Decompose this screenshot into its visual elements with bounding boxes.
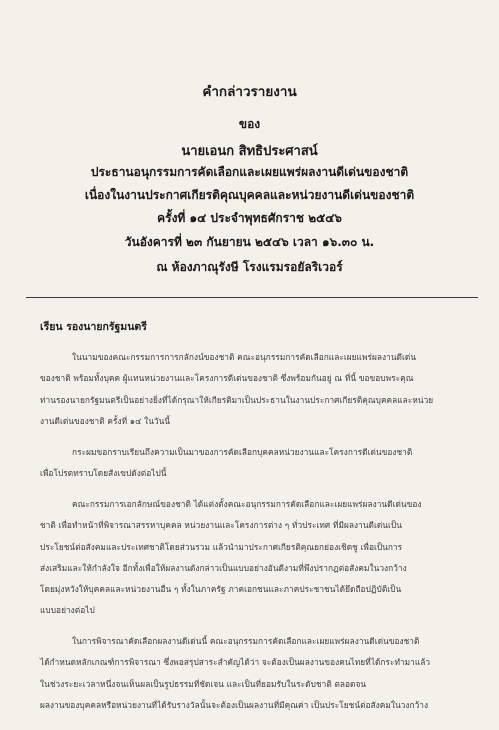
body-line: ผลงานของบุคคลหรือหน่วยงานที่ได้รับรางวัลนั้นจะต้องเป็นผลงานที่มีคุณค่า เป็นประโยชน์ต่อสังคมในวงกว้าง xyxy=(40,700,429,710)
salutation: เรียน รองนายกรัฐมนตรี xyxy=(40,321,147,333)
body-line: แบบอย่างต่อไป xyxy=(40,605,95,615)
body-line: ประโยชน์ต่อสังคมและประเทศชาติโดยส่วนรวม แล้วนำมาประกาศเกียรติคุณยกย่องเชิดชู เพื่อเป็นการ xyxy=(40,542,403,552)
body-line: ส่งเสริมและให้กำลังใจ อีกทั้งเพื่อให้ผลงานดังกล่าวเป็นแบบอย่างอันดีงามที่พึงปรากฏต่อสังคมในวงกว้าง xyxy=(40,563,407,573)
body-line: ชาติ เพื่อทำหน้าที่พิจารณาสรรหาบุคคล หน่วยงานและโครงการต่าง ๆ ทั่วประเทศ ที่มีผลงานดีเด่นเป็น xyxy=(40,520,402,530)
document-title: คำกล่าวรายงาน xyxy=(202,84,297,100)
body-line: ท่านรองนายกรัฐมนตรีเป็นอย่างยิ่งที่ได้กรุณาให้เกียรติมาเป็นประธานในงานประกาศเกียรติคุณบุคคลและหน่วย xyxy=(40,395,434,405)
body-line: ได้กำหนดหลักเกณฑ์การพิจารณา ซึ่งพอสรุปสาระสำคัญได้ว่า จะต้องเป็นผลงานของคนไทยที่ได้กระทำมาแล้ว xyxy=(40,657,431,667)
body-line: งานดีเด่นของชาติ ครั้งที่ ๑๔ ในวันนี้ xyxy=(40,416,171,426)
body-line: เพื่อโปรดทราบโดยสังเขปดังต่อไปนี้ xyxy=(40,468,167,478)
body-line: กระผมขอกราบเรียนถึงความเป็นมาของการคัดเลือกบุคคลหน่วยงานและโครงการดีเด่นของชาติ xyxy=(72,447,413,457)
speaker-name: นายเอนก สิทธิประศาสน์ xyxy=(181,144,318,159)
venue-line: ณ ห้องภาณุรังษี โรงแรมรอยัลริเวอร์ xyxy=(156,260,343,274)
body-line: ของชาติ พร้อมทั้งบุคค ผู้แทนหน่วยงานและโครงการดีเด่นของชาติ ซึ่งพร้อมกันอยู่ ณ ที่นี้ ขอขอบพระคุณ xyxy=(40,373,414,383)
datetime-line: วันอังคารที่ ๒๓ กันยายน ๒๕๔๖ เวลา ๑๖.๓๐ น. xyxy=(124,235,375,249)
occasion-line: เนื่องในงานประกาศเกียรติคุณบุคคลและหน่วยงานดีเด่นของชาติ xyxy=(84,188,415,202)
body-line: โดยมุ่งหวังให้บุคคลและหน่วยงานอื่น ๆ ทั้งในภาครัฐ ภาคเอกชนและภาคประชาชนได้ยึดถือปฏิบัติเป็น xyxy=(40,584,402,594)
edition-line: ครั้งที่ ๑๔ ประจำพุทธศักราช ๒๕๔๖ xyxy=(157,211,342,225)
body-line: ในการพิจารณาคัดเลือกผลงานดีเด่นนี้ คณะอนุกรรมการคัดเลือกและเผยแพร่ผลงานดีเด่นของชาติ xyxy=(72,636,420,646)
speaker-position: ประธานอนุกรรมการคัดเลือกและเผยแพร่ผลงานดีเด่นของชาติ xyxy=(90,165,409,179)
body-line: ในช่วงระยะเวลาหนึ่งจนเห็นผลเป็นรูปธรรมที่ชัดเจน และเป็นที่ยอมรับในระดับชาติ ตลอดจน xyxy=(40,679,367,689)
body-line: ในนามของคณะกรรมการการกลักงน์ของชาติ คณะอนุกรรมการคัดเลือกและเผยแพร่ผลงานดีเด่น xyxy=(72,352,417,362)
body-line: คณะกรรมการเอกลักษณ์ของชาติ ได้แต่งตั้งคณะอนุกรรมการคัดเลือกและเผยแพร่ผลงานดีเด่นของ xyxy=(72,499,422,509)
divider xyxy=(26,297,478,298)
of-label: ของ xyxy=(238,117,261,131)
